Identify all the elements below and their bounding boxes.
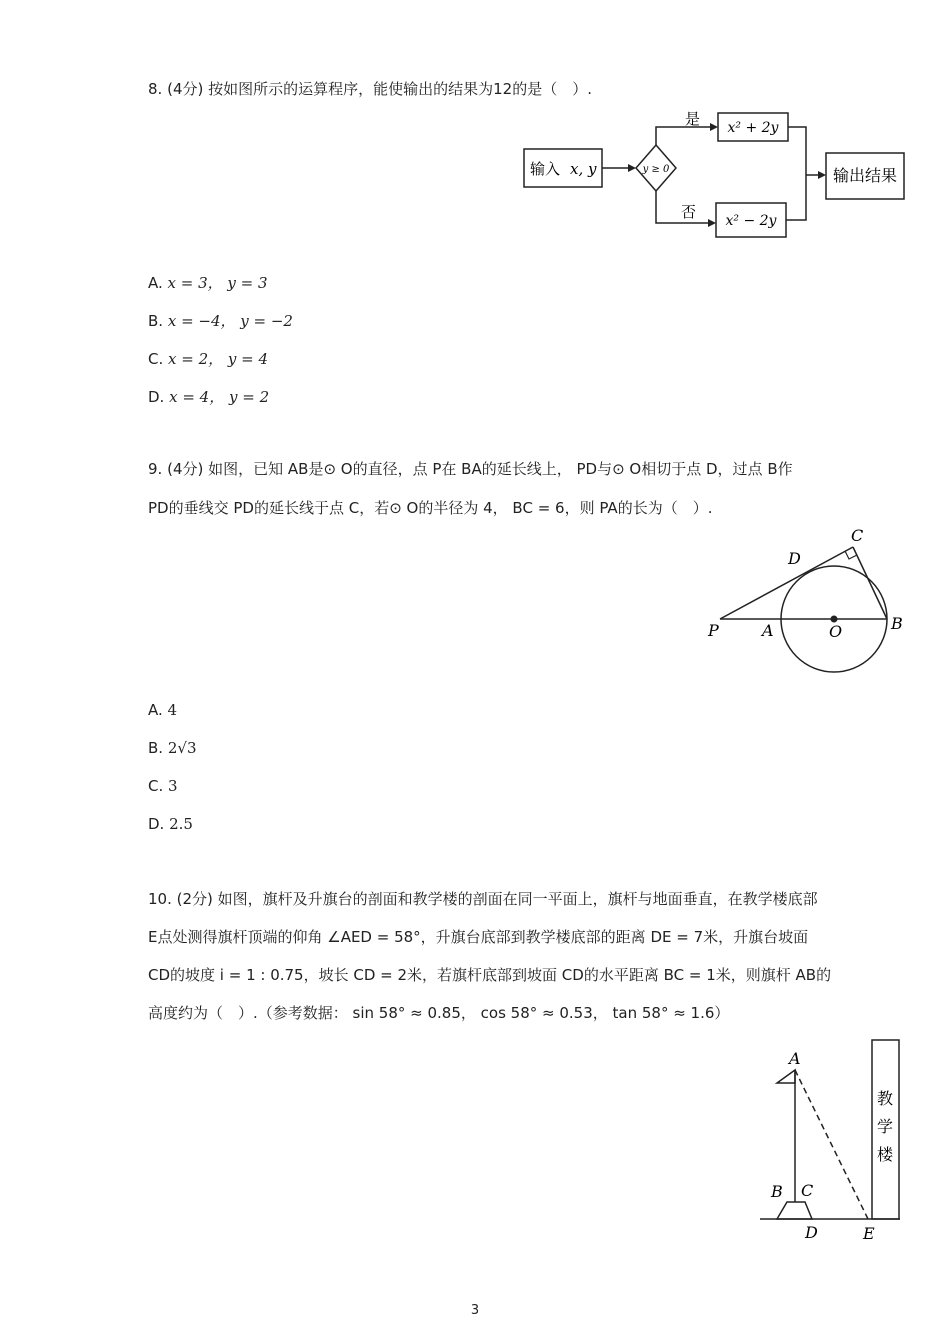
flowchart-no-label: 否 xyxy=(681,203,697,221)
label-b: B xyxy=(771,1182,783,1201)
label-c: C xyxy=(851,526,864,545)
q8-option-b[interactable]: B. x = −4， y = −2 xyxy=(148,312,293,330)
q10-stem-line3: CD的坡度 i = 1 : 0.75，坡长 CD = 2米，若旗杆底部到坡面 CD的水平距离 BC = 1米，则旗杆 AB的 xyxy=(148,966,832,984)
q10-score: (2分) xyxy=(176,890,213,908)
label-a: A xyxy=(762,621,774,640)
label-c: C xyxy=(801,1181,814,1200)
q9-stem-line1 xyxy=(148,458,793,479)
flowchart-input-vars: x, y xyxy=(570,160,597,178)
label-p: P xyxy=(708,621,719,640)
q10-stem-line1 xyxy=(148,888,818,909)
q8-score: (4分) xyxy=(167,80,204,98)
q8-number: 8. xyxy=(148,80,163,98)
page-number: 3 xyxy=(470,1303,480,1318)
q9-score: (4分) xyxy=(167,460,204,478)
q8-option-a[interactable]: A. x = 3， y = 3 xyxy=(148,274,268,292)
building-label-1: 教 xyxy=(876,1089,894,1108)
flowchart-yes-label: 是 xyxy=(685,110,701,128)
q10-stem-line2: E点处测得旗杆顶端的仰角 ∠AED = 58°，升旗台底部到教学楼底部的距离 DE = 7米，升旗台坡面 xyxy=(148,928,809,946)
q9-option-d[interactable]: D. 2.5 xyxy=(148,815,193,833)
flag-platform xyxy=(777,1202,812,1219)
q9-text-1: 如图，已知 AB是⊙ O的直径，点 P在 BA的延长线上， PD与⊙ O相切于点 D，过点 B作 xyxy=(208,460,793,478)
q8-text: 按如图所示的运算程序，能使输出的结果为12的是（ ）. xyxy=(208,80,592,98)
flag xyxy=(777,1070,795,1083)
q10-number: 10. xyxy=(148,890,172,908)
q8-stem xyxy=(148,78,592,99)
flowchart-output-label: 输出结果 xyxy=(832,166,898,185)
building-label-3: 楼 xyxy=(876,1145,894,1164)
flowchart-condition: y ≥ 0 xyxy=(642,164,670,175)
q10-text-1: 如图，旗杆及升旗台的剖面和教学楼的剖面在同一平面上，旗杆与地面垂直，在教学楼底部 xyxy=(217,890,818,908)
q9-option-c[interactable]: C. 3 xyxy=(148,777,178,795)
flowchart-input-label: 输入 xyxy=(530,160,561,178)
label-a: A xyxy=(789,1049,801,1068)
q9-number: 9. xyxy=(148,460,163,478)
label-b: B xyxy=(891,614,903,633)
q8-option-d[interactable]: D. x = 4， y = 2 xyxy=(148,388,270,406)
q10-stem-line4: 高度约为（ ）.（参考数据： sin 58° ≈ 0.85， cos 58° ≈ 0.53， tan 58° ≈ 1.6） xyxy=(148,1004,730,1022)
q8-option-c[interactable]: C. x = 2， y = 4 xyxy=(148,350,269,368)
label-d: D xyxy=(788,549,801,568)
label-d: D xyxy=(805,1223,818,1242)
q10-figure xyxy=(760,1036,910,1246)
q9-stem-line2: PD的垂线交 PD的延长线于点 C，若⊙ O的半径为 4， BC = 6，则 PA的长为（ ）. xyxy=(148,499,713,517)
q9-option-a[interactable]: A. 4 xyxy=(148,701,178,719)
q8-flowchart xyxy=(520,105,915,245)
label-e: E xyxy=(863,1224,875,1243)
q9-option-b[interactable]: B. 2√3 xyxy=(148,739,197,757)
building-label-2: 学 xyxy=(876,1117,894,1136)
flowchart-no-expr: x² − 2y xyxy=(725,213,777,229)
q9-figure xyxy=(700,522,915,682)
flowchart-yes-expr: x² + 2y xyxy=(727,120,779,136)
label-o: O xyxy=(829,622,843,641)
